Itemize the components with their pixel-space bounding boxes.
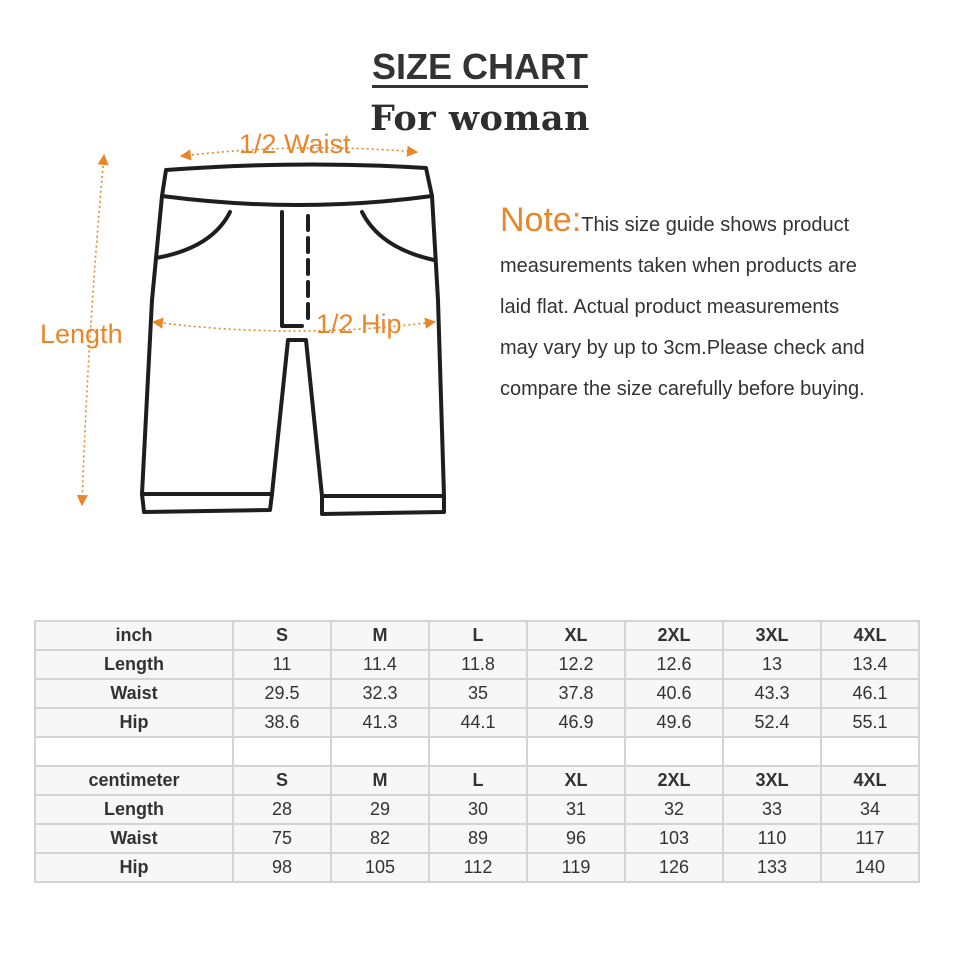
table-header-cell: XL [527, 766, 625, 795]
table-cell: 46.1 [821, 679, 919, 708]
table-header-row [35, 766, 919, 795]
fly-stitch [282, 212, 302, 326]
table-cell: Waist [35, 824, 233, 853]
table-spacer-cell [233, 737, 331, 766]
table-header-row [35, 621, 919, 650]
table-header-cell: S [233, 621, 331, 650]
table-header-cell: 3XL [723, 766, 821, 795]
table-cell: 82 [331, 824, 429, 853]
table-header-cell: M [331, 766, 429, 795]
table-cell: 75 [233, 824, 331, 853]
table-header-cell: 3XL [723, 621, 821, 650]
table-row [35, 824, 919, 853]
table-cell: 32.3 [331, 679, 429, 708]
table-header-cell: 2XL [625, 621, 723, 650]
table-header-cell: L [429, 766, 527, 795]
page-subtitle: For woman [369, 98, 591, 139]
table-cell: 55.1 [821, 708, 919, 737]
table-cell: 28 [233, 795, 331, 824]
table-spacer-cell [331, 737, 429, 766]
table-row [35, 650, 919, 679]
table-cell: Hip [35, 708, 233, 737]
table-cell: Waist [35, 679, 233, 708]
table-spacer-cell [723, 737, 821, 766]
table-header-cell: 4XL [821, 766, 919, 795]
waistband [162, 164, 432, 205]
table-cell: 112 [429, 853, 527, 882]
table-spacer-cell [35, 737, 233, 766]
table-cell: 96 [527, 824, 625, 853]
table-cell: 40.6 [625, 679, 723, 708]
waist-label: 1/2 Waist [239, 129, 351, 159]
table-spacer-row [35, 737, 919, 766]
table-cell: 117 [821, 824, 919, 853]
hip-label: 1/2 Hip [316, 309, 402, 339]
table-header-cell: L [429, 621, 527, 650]
table-spacer-cell [527, 737, 625, 766]
table-cell: 34 [821, 795, 919, 824]
table-header-cell: 2XL [625, 766, 723, 795]
table-cell: 30 [429, 795, 527, 824]
table-cell: 12.6 [625, 650, 723, 679]
note-line: compare the size carefully before buying. [500, 378, 865, 400]
left-cuff [142, 494, 272, 512]
table-spacer-cell [429, 737, 527, 766]
table-cell: 49.6 [625, 708, 723, 737]
left-pocket [156, 212, 230, 258]
table-cell: 103 [625, 824, 723, 853]
note-line: laid flat. Actual product measurements [500, 296, 840, 318]
table-cell: 119 [527, 853, 625, 882]
length-label: Length [40, 319, 123, 349]
title-text: SIZE CHART [372, 46, 588, 87]
note-line: measurements taken when products are [500, 255, 857, 277]
table-cell: 126 [625, 853, 723, 882]
table-cell: 105 [331, 853, 429, 882]
table-cell: 12.2 [527, 650, 625, 679]
table-header-cell: centimeter [35, 766, 233, 795]
table-cell: Length [35, 795, 233, 824]
table-cell: 140 [821, 853, 919, 882]
table-cell: 13 [723, 650, 821, 679]
table-cell: 11.4 [331, 650, 429, 679]
table-cell: 133 [723, 853, 821, 882]
table-cell: 44.1 [429, 708, 527, 737]
table-header-cell: inch [35, 621, 233, 650]
table-row [35, 708, 919, 737]
table-cell: 110 [723, 824, 821, 853]
table-cell: 52.4 [723, 708, 821, 737]
size-table [34, 620, 920, 883]
right-pocket [362, 212, 434, 260]
table-row [35, 853, 919, 882]
table-header-cell: S [233, 766, 331, 795]
table-spacer-cell [625, 737, 723, 766]
table-cell: 13.4 [821, 650, 919, 679]
table-cell: Length [35, 650, 233, 679]
table-cell: 98 [233, 853, 331, 882]
table-spacer-cell [821, 737, 919, 766]
table-row [35, 795, 919, 824]
table-cell: 43.3 [723, 679, 821, 708]
table-cell: 41.3 [331, 708, 429, 737]
table-cell: 11.8 [429, 650, 527, 679]
table-cell: 31 [527, 795, 625, 824]
table-cell: 38.6 [233, 708, 331, 737]
right-cuff [322, 496, 444, 514]
table-cell: 33 [723, 795, 821, 824]
table-header-cell: M [331, 621, 429, 650]
shorts-body [142, 196, 444, 496]
table-cell: Hip [35, 853, 233, 882]
table-cell: 29 [331, 795, 429, 824]
table-cell: 46.9 [527, 708, 625, 737]
note-line: This size guide shows product [581, 214, 850, 236]
note-block [500, 200, 940, 410]
table-cell: 89 [429, 824, 527, 853]
note-line: may vary by up to 3cm.Please check and [500, 337, 865, 359]
table-cell: 29.5 [233, 679, 331, 708]
table-cell: 11 [233, 650, 331, 679]
table-cell: 32 [625, 795, 723, 824]
note-head: Note: [500, 201, 582, 239]
table-cell: 35 [429, 679, 527, 708]
table-header-cell: XL [527, 621, 625, 650]
table-header-cell: 4XL [821, 621, 919, 650]
table-row [35, 679, 919, 708]
table-cell: 37.8 [527, 679, 625, 708]
